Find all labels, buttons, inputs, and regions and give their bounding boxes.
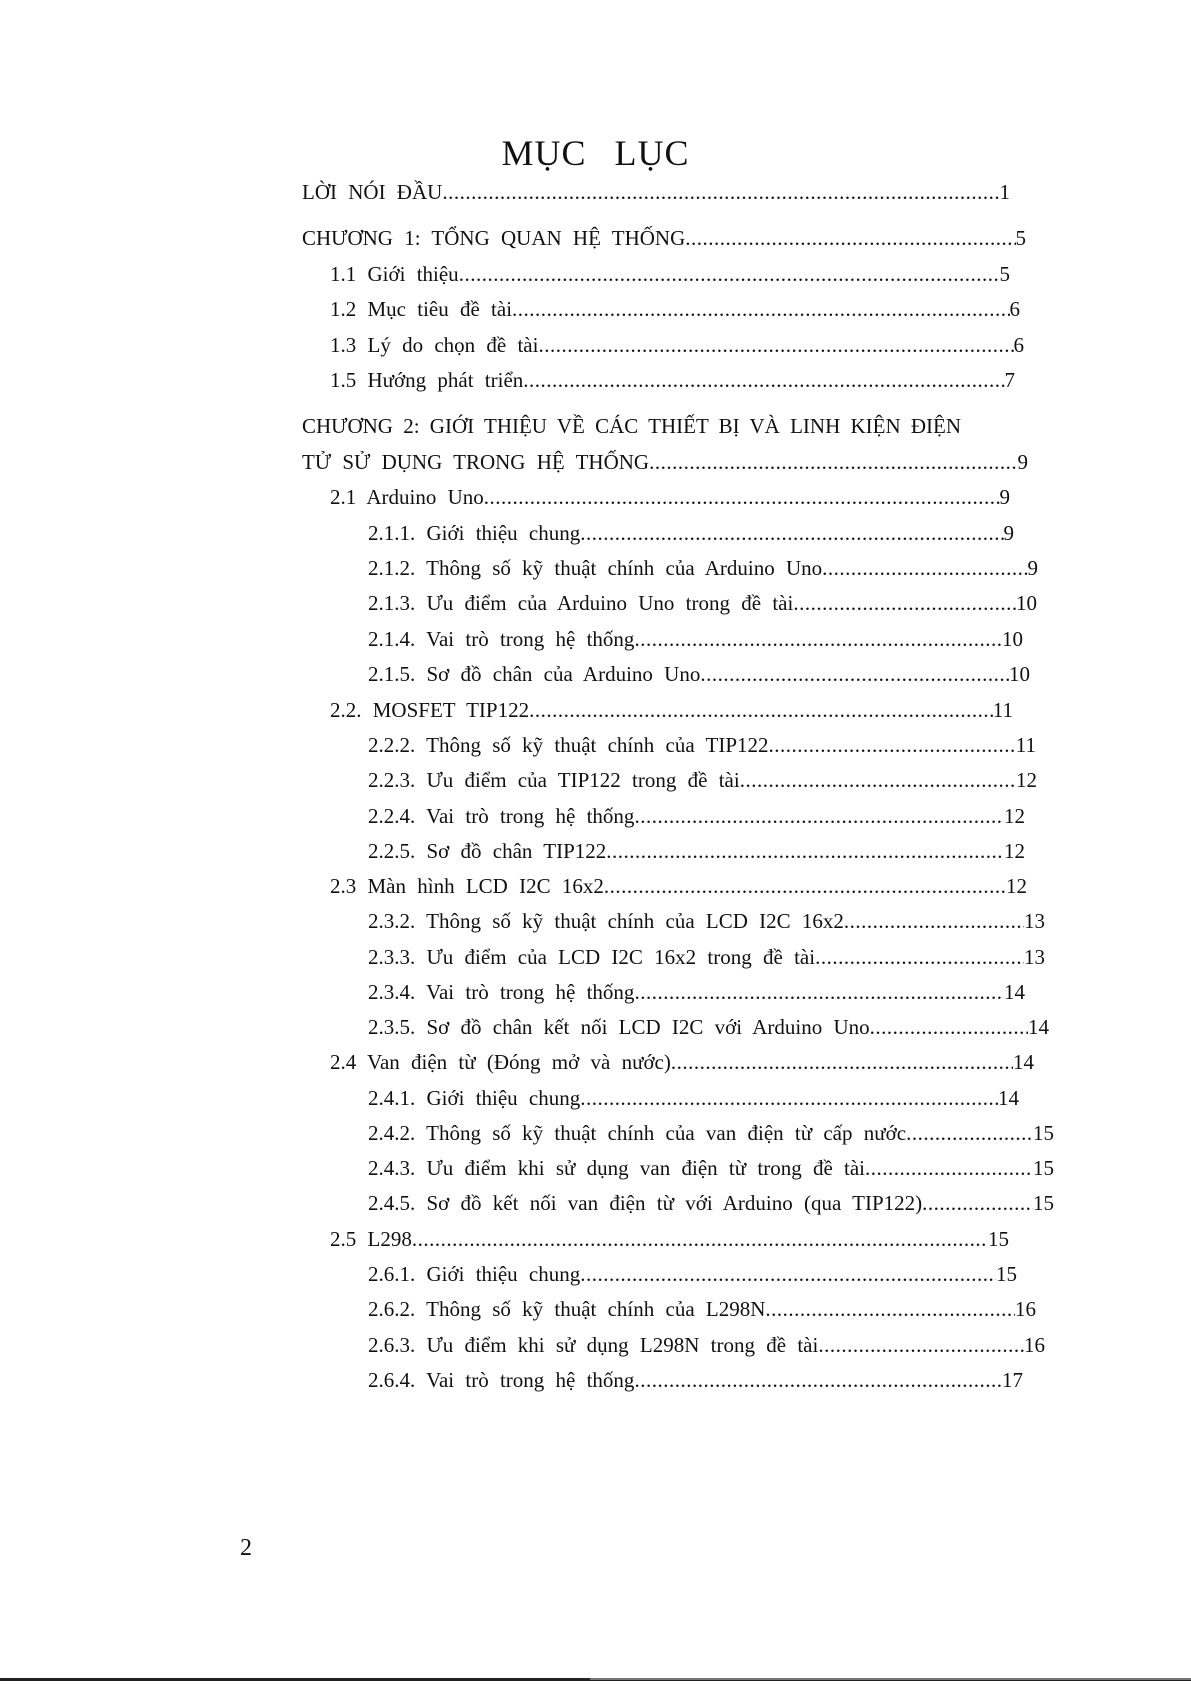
toc-entry-page: 14 — [998, 1086, 1019, 1110]
toc-entry-text: 2.6.4. Vai trò trong hệ thống — [368, 1368, 635, 1392]
toc-entry-text: 2.2.2. Thông số kỹ thuật chính của TIP122 — [368, 733, 769, 757]
toc-entry[interactable] — [368, 1368, 1023, 1393]
toc-entry-text: 2.5 L298 — [330, 1227, 412, 1251]
leader-dots — [793, 591, 1016, 616]
page-title: MỤC LỤC — [501, 133, 690, 173]
toc-entry-text: 2.1.1. Giới thiệu chung — [368, 521, 581, 545]
toc-entry-text: 2.6.3. Ưu điểm khi sử dụng L298N trong đề tài — [368, 1333, 819, 1357]
toc-entry-text: 2.1.3. Ưu điểm của Arduino Uno trong đề tài — [368, 591, 794, 615]
toc-entry[interactable] — [368, 1297, 1036, 1322]
leader-dots — [580, 1086, 998, 1111]
leader-dots — [906, 1121, 1033, 1146]
toc-entry[interactable] — [368, 521, 1014, 546]
toc-entry-page: 10 — [1016, 591, 1037, 615]
toc-entry-page: 15 — [1033, 1121, 1054, 1145]
toc-entry[interactable] — [368, 804, 1025, 829]
toc-entry-page: 5 — [1015, 226, 1026, 250]
toc-entry-page: 17 — [1002, 1368, 1023, 1392]
footer-rule-light — [590, 1678, 1191, 1680]
toc-entry-page: 12 — [1006, 874, 1027, 898]
toc-entry-page: 11 — [1015, 733, 1036, 757]
toc-entry-page: 10 — [1002, 627, 1023, 651]
toc-entry-text: 2.1.4. Vai trò trong hệ thống — [368, 627, 635, 651]
page-number: 2 — [240, 1535, 252, 1561]
leader-dots — [459, 262, 1000, 287]
toc-entry[interactable] — [368, 945, 1045, 970]
leader-dots — [685, 226, 1015, 251]
leader-dots — [606, 839, 1004, 864]
toc-entry-page: 7 — [1004, 368, 1015, 392]
toc-entry-page: 15 — [1033, 1191, 1054, 1215]
leader-dots — [580, 521, 1003, 546]
toc-entry-text: TỬ SỬ DỤNG TRONG HỆ THỐNG — [302, 450, 650, 474]
leader-dots — [671, 1050, 1013, 1075]
leader-dots — [844, 909, 1024, 934]
leader-dots — [442, 180, 999, 205]
toc-entry-text: 2.2. MOSFET TIP122 — [330, 698, 530, 722]
toc-entry-page: 16 — [1024, 1333, 1045, 1357]
toc-entry[interactable] — [330, 333, 1024, 358]
toc-entry-text: 1.5 Hướng phát triển — [330, 368, 524, 392]
toc-entry-page: 12 — [1016, 768, 1037, 792]
toc-entry[interactable] — [368, 1191, 1054, 1216]
toc-entry-page: 12 — [1004, 804, 1025, 828]
toc-entry-text: 2.4.3. Ưu điểm khi sử dụng van điện từ trong đề tài — [368, 1156, 866, 1180]
leader-dots — [529, 698, 993, 723]
toc-entry-text: 2.4.5. Sơ đồ kết nối van điện từ với Arduino (qua TIP122) — [368, 1191, 923, 1215]
toc-entry[interactable] — [368, 591, 1037, 616]
toc-entry-page: 9 — [1003, 521, 1014, 545]
toc-entry[interactable] — [302, 226, 1026, 251]
toc-entry-page: 14 — [1013, 1050, 1034, 1074]
leader-dots — [700, 662, 1009, 687]
toc-entry[interactable] — [330, 698, 1013, 723]
toc-entry-page: 16 — [1015, 1297, 1036, 1321]
toc-entry-text: 2.3.2. Thông số kỹ thuật chính của LCD I2C 16x2 — [368, 909, 844, 933]
toc-entry-text: 2.4.1. Giới thiệu chung — [368, 1086, 581, 1110]
toc-entry-page: 1 — [999, 180, 1010, 204]
leader-dots — [538, 333, 1013, 358]
toc-entry-text: CHƯƠNG 1: TỔNG QUAN HỆ THỐNG — [302, 226, 686, 250]
toc-entry[interactable] — [368, 1333, 1045, 1358]
toc-entry[interactable] — [368, 980, 1025, 1005]
leader-dots — [484, 485, 1000, 510]
toc-entry-text: 2.2.5. Sơ đồ chân TIP122 — [368, 839, 607, 863]
toc-entry-text: 2.6.1. Giới thiệu chung — [368, 1262, 581, 1286]
toc-entry-page: 13 — [1024, 909, 1045, 933]
leader-dots — [922, 1191, 1033, 1216]
toc-entry-page: 13 — [1024, 945, 1045, 969]
toc-entry[interactable] — [368, 839, 1025, 864]
toc-entry-page: 6 — [1009, 297, 1020, 321]
toc-entry-page: 10 — [1009, 662, 1030, 686]
leader-dots — [865, 1156, 1033, 1181]
toc-entry-page: 11 — [992, 698, 1013, 722]
toc-entry-text: 2.3.3. Ưu điểm của LCD I2C 16x2 trong đề tài — [368, 945, 816, 969]
toc-entry[interactable] — [368, 733, 1036, 758]
toc-entry[interactable] — [368, 1121, 1054, 1146]
toc-entry-page: 5 — [999, 262, 1010, 286]
toc-entry-text: 2.3.4. Vai trò trong hệ thống — [368, 980, 635, 1004]
leader-dots — [870, 1015, 1028, 1040]
toc-entry-text-line1[interactable]: CHƯƠNG 2: GIỚI THIỆU VỀ CÁC THIẾT BỊ VÀ LINH KIỆN ĐIỆN — [302, 414, 962, 438]
toc-entry[interactable] — [368, 1015, 1049, 1040]
toc-entry[interactable] — [368, 627, 1023, 652]
toc-entry[interactable] — [330, 1050, 1034, 1075]
toc-entry[interactable] — [368, 909, 1045, 934]
toc-entry[interactable] — [368, 662, 1030, 687]
toc-entry-page: 15 — [1033, 1156, 1054, 1180]
leader-dots — [818, 1333, 1024, 1358]
toc-entry-text: 2.4.2. Thông số kỹ thuật chính của van điện từ cấp nước — [368, 1121, 907, 1145]
leader-dots — [634, 1368, 1002, 1393]
leader-dots — [512, 297, 1009, 322]
toc-entry-text: 2.3 Màn hình LCD I2C 16x2 — [330, 874, 604, 898]
leader-dots — [740, 768, 1016, 793]
toc-entry[interactable] — [302, 450, 1028, 475]
toc-entry[interactable] — [330, 368, 1015, 393]
leader-dots — [523, 368, 1004, 393]
toc-entry-text: LỜI NÓI ĐẦU — [302, 180, 443, 204]
toc-entry[interactable] — [330, 874, 1027, 899]
toc-entry-text: 2.2.4. Vai trò trong hệ thống — [368, 804, 635, 828]
toc-entry[interactable] — [368, 768, 1037, 793]
toc-entry-text: 2.6.2. Thông số kỹ thuật chính của L298N — [368, 1297, 766, 1321]
leader-dots — [634, 627, 1002, 652]
toc-entry[interactable] — [368, 1262, 1017, 1287]
toc-entry-page: 9 — [1017, 450, 1028, 474]
toc-entry[interactable] — [330, 485, 1010, 510]
toc-entry-page: 6 — [1013, 333, 1024, 357]
toc-entry-text: 2.1.5. Sơ đồ chân của Arduino Uno — [368, 662, 701, 686]
toc-entry[interactable] — [368, 1156, 1054, 1181]
leader-dots — [634, 980, 1004, 1005]
leader-dots — [769, 733, 1016, 758]
toc-entry-page: 15 — [996, 1262, 1017, 1286]
toc-entry-text: 2.4 Van điện từ (Đóng mở và nước) — [330, 1050, 671, 1074]
toc-entry[interactable] — [302, 180, 1010, 205]
leader-dots — [765, 1297, 1015, 1322]
toc-entry[interactable] — [330, 262, 1010, 287]
toc-entry[interactable] — [368, 1086, 1019, 1111]
leader-dots — [412, 1227, 988, 1252]
leader-dots — [604, 874, 1006, 899]
toc-entry[interactable] — [330, 297, 1020, 322]
toc-entry-page: 15 — [988, 1227, 1009, 1251]
leader-dots — [580, 1262, 996, 1287]
toc-entry-text: 2.2.3. Ưu điểm của TIP122 trong đề tài — [368, 768, 740, 792]
toc-entry-page: 14 — [1028, 1015, 1049, 1039]
leader-dots — [815, 945, 1024, 970]
toc-entry-page: 9 — [1027, 556, 1038, 580]
toc-entry-text: 1.2 Mục tiêu đề tài — [330, 297, 513, 321]
toc-entry-page: 12 — [1004, 839, 1025, 863]
toc-entry-page: 9 — [999, 485, 1010, 509]
toc-entry-text: 1.1 Giới thiệu — [330, 262, 459, 286]
toc-entry-text: 2.1.2. Thông số kỹ thuật chính của Arduino Uno — [368, 556, 823, 580]
leader-dots — [634, 804, 1004, 829]
toc-entry-text: 1.3 Lý do chọn đề tài — [330, 333, 539, 357]
toc-entry-text: 2.1 Arduino Uno — [330, 485, 484, 509]
leader-dots — [649, 450, 1017, 475]
leader-dots — [822, 556, 1027, 581]
toc-entry[interactable] — [368, 556, 1038, 581]
toc-entry-text: 2.3.5. Sơ đồ chân kết nối LCD I2C với Arduino Uno — [368, 1015, 870, 1039]
toc-entry-page: 14 — [1004, 980, 1025, 1004]
toc-entry[interactable] — [330, 1227, 1009, 1252]
